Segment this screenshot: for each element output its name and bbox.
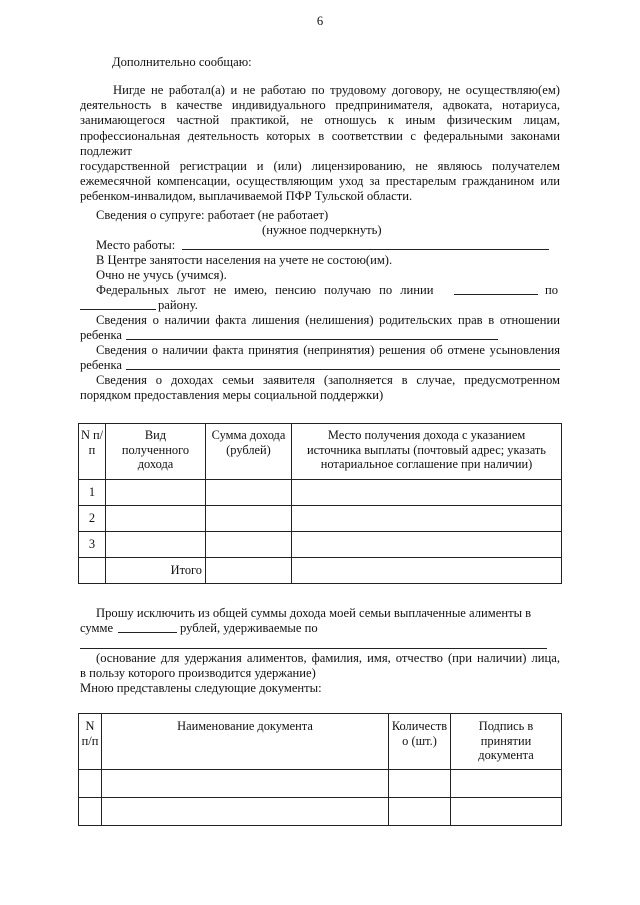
documents-table bbox=[78, 713, 562, 826]
income-source-cell[interactable] bbox=[292, 506, 562, 532]
total-source-cell bbox=[292, 558, 562, 584]
total-empty-cell bbox=[79, 558, 106, 584]
spouse-line: Сведения о супруге: работает (не работает) bbox=[96, 208, 329, 222]
quantity-cell[interactable] bbox=[389, 798, 451, 826]
income-source-cell[interactable] bbox=[292, 480, 562, 506]
intro-heading: Дополнительно сообщаю: bbox=[112, 55, 252, 69]
income-info bbox=[80, 373, 560, 403]
income-type-cell[interactable] bbox=[106, 506, 206, 532]
parental-child-blank bbox=[126, 339, 498, 340]
income-table bbox=[78, 423, 562, 584]
income-type-cell[interactable] bbox=[106, 532, 206, 558]
income-table-header bbox=[79, 424, 562, 480]
parental-rights-text: Сведения о наличии факта лишения (нелишения) родительских прав в отношении bbox=[96, 313, 560, 327]
table-row bbox=[79, 480, 562, 506]
header-signature: Подпись в принятии документа bbox=[451, 714, 562, 770]
benefits-line bbox=[96, 283, 560, 298]
income-source-cell[interactable] bbox=[292, 532, 562, 558]
row-number: 1 bbox=[79, 480, 106, 506]
intro-line: ребенком-инвалидом, выплачиваемой ПФР Тульской области. bbox=[80, 189, 413, 204]
header-quantity: Количество (шт.) bbox=[389, 714, 451, 770]
intro-line: ежемесячной компенсации, осуществляющим уход за престарелым гражданином или bbox=[80, 174, 560, 189]
page-number: 6 bbox=[316, 14, 324, 28]
spouse-hint: (нужное подчеркнуть) bbox=[262, 223, 382, 237]
header-number: N п/п bbox=[79, 424, 106, 480]
documents-label: Мною представлены следующие документы: bbox=[80, 681, 322, 695]
benefits-po: по bbox=[545, 283, 559, 297]
signature-cell[interactable] bbox=[451, 770, 562, 798]
alimony-sum-label: сумме bbox=[80, 621, 114, 635]
parental-rights-line bbox=[96, 313, 560, 328]
alimony-note-line-2: в пользу которого производится удержание) bbox=[80, 666, 316, 680]
table-row bbox=[79, 506, 562, 532]
alimony-note bbox=[96, 651, 560, 666]
income-info-line: Сведения о доходах семьи заявителя (заполняется в случае, предусмотренном bbox=[96, 373, 560, 387]
row-number-cell[interactable] bbox=[79, 770, 102, 798]
alimony-sum-blank bbox=[118, 632, 177, 633]
workplace-label: Место работы: bbox=[96, 238, 176, 252]
workplace-blank bbox=[182, 249, 549, 250]
row-number: 3 bbox=[79, 532, 106, 558]
adoption-text: Сведения о наличии факта принятия (непринятия) решения об отмене усыновления bbox=[96, 343, 560, 357]
intro-line: занимающегося частной практикой, не отношусь к иным физическим лицам, bbox=[80, 113, 560, 128]
employment-center-line: В Центре занятости населения на учете не состою(им). bbox=[96, 253, 393, 267]
document-name-cell[interactable] bbox=[102, 770, 389, 798]
income-type-cell[interactable] bbox=[106, 480, 206, 506]
header-number: N п/п bbox=[79, 714, 102, 770]
study-line: Очно не учусь (учимся). bbox=[96, 268, 227, 282]
alimony-request bbox=[80, 606, 560, 621]
alimony-basis-label: рублей, удерживаемые по bbox=[180, 621, 318, 635]
income-sum-cell[interactable] bbox=[206, 532, 292, 558]
header-income-source: Место получения дохода с указанием источника выплаты (почтовый адрес; указать нотариальное соглашение при наличии) bbox=[292, 424, 562, 480]
intro-line: профессиональная деятельность которых в соответствии с федеральными законами подлежит bbox=[80, 128, 560, 158]
row-number: 2 bbox=[79, 506, 106, 532]
documents-table-header bbox=[79, 714, 562, 770]
document-name-cell[interactable] bbox=[102, 798, 389, 826]
table-row bbox=[79, 532, 562, 558]
total-label: Итого bbox=[106, 558, 206, 584]
parental-child-label: ребенка bbox=[80, 328, 122, 342]
income-sum-cell[interactable] bbox=[206, 480, 292, 506]
table-total-row bbox=[79, 558, 562, 584]
table-row bbox=[79, 798, 562, 826]
income-info-line: порядком предоставления меры социальной поддержки) bbox=[80, 388, 384, 403]
alimony-basis-blank bbox=[80, 648, 547, 649]
pension-line-blank bbox=[454, 294, 538, 295]
adoption-child-label: ребенка bbox=[80, 358, 122, 372]
benefits-district: району. bbox=[158, 298, 198, 312]
adoption-line bbox=[96, 343, 560, 358]
header-income-sum: Сумма дохода (рублей) bbox=[206, 424, 292, 480]
alimony-line: Прошу исключить из общей суммы дохода моей семьи выплаченные алименты в bbox=[96, 606, 532, 620]
row-number-cell[interactable] bbox=[79, 798, 102, 826]
district-blank bbox=[80, 309, 156, 310]
intro-line: Нигде не работал(а) и не работаю по трудовому договору, не осуществляю(ем) bbox=[113, 83, 560, 97]
adoption-child-blank bbox=[126, 369, 560, 370]
table-row bbox=[79, 770, 562, 798]
alimony-note-line: (основание для удержания алиментов, фамилия, имя, отчество (при наличии) лица, bbox=[96, 651, 560, 665]
quantity-cell[interactable] bbox=[389, 770, 451, 798]
header-income-type: Вид полученного дохода bbox=[106, 424, 206, 480]
benefits-text: Федеральных льгот не имею, пенсию получаю по линии bbox=[96, 283, 434, 297]
signature-cell[interactable] bbox=[451, 798, 562, 826]
income-sum-cell[interactable] bbox=[206, 506, 292, 532]
total-sum-cell[interactable] bbox=[206, 558, 292, 584]
header-document-name: Наименование документа bbox=[102, 714, 389, 770]
intro-line: государственной регистрации и (или) лицензированию, не являюсь получателем bbox=[80, 159, 560, 174]
intro-paragraph bbox=[80, 83, 560, 205]
intro-line: деятельность в качестве индивидуального предпринимателя, адвоката, нотариуса, bbox=[80, 98, 560, 113]
